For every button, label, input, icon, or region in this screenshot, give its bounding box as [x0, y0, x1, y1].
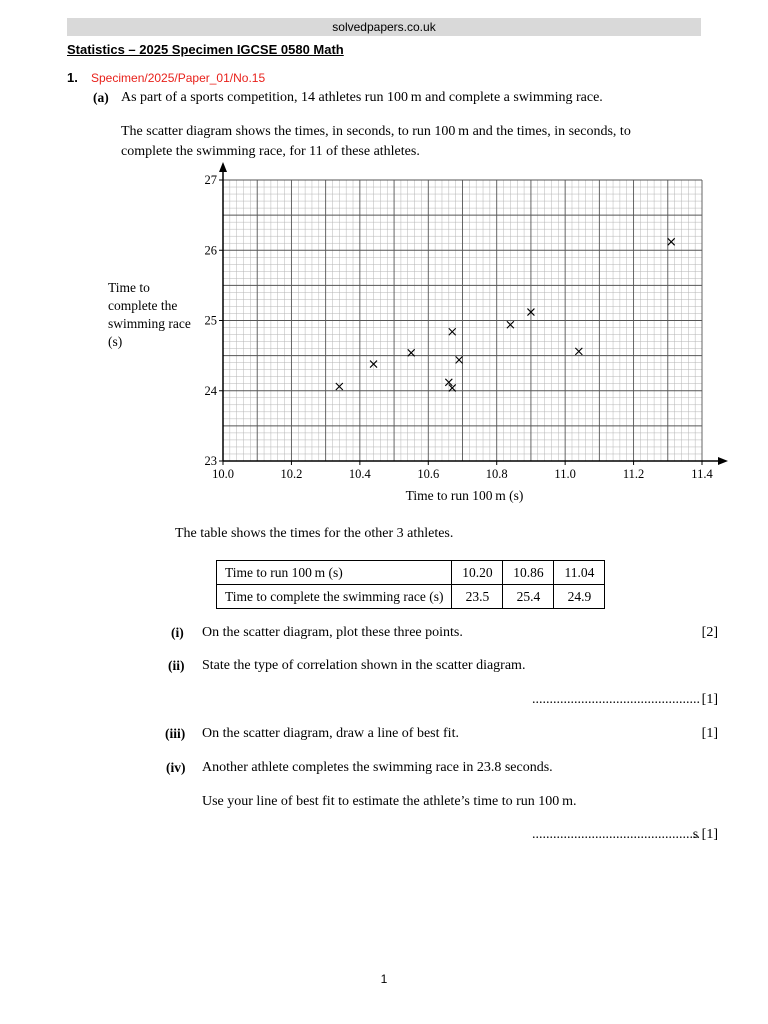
part-i-marks: [2]	[701, 625, 718, 640]
page-number: 1	[380, 972, 388, 986]
y-axis-label-line: complete the	[108, 298, 178, 313]
part-ii-marks: [1]	[701, 692, 718, 707]
part-iv-answer-line[interactable]: ................................................	[532, 827, 700, 842]
axis-ticks	[205, 173, 714, 481]
y-axis-label-line: Time to	[108, 280, 150, 295]
part-a-label: (a)	[93, 90, 109, 105]
scatter-diagram	[100, 160, 740, 510]
y-axis-label-line: (s)	[108, 334, 123, 349]
part-iv-marks: s [1]	[692, 827, 718, 842]
part-i-label: (i)	[171, 625, 184, 640]
x-tick-label: 11.4	[691, 467, 713, 481]
table-cell: 25.4	[503, 585, 554, 609]
part-iii-text: On the scatter diagram, draw a line of best fit.	[202, 726, 459, 741]
y-tick-label: 26	[204, 243, 217, 258]
x-axis-arrow	[718, 457, 728, 465]
part-iv-text: Another athlete completes the swimming race in 23.8 seconds.	[202, 760, 553, 775]
table-row	[217, 585, 605, 609]
part-iii-label: (iii)	[165, 726, 186, 741]
athlete-times-table	[216, 560, 605, 609]
part-ii-text: State the type of correlation shown in the scatter diagram.	[202, 658, 526, 673]
part-iv-label: (iv)	[166, 760, 186, 775]
x-tick-label: 10.0	[212, 467, 234, 481]
data-points	[336, 238, 675, 391]
table-cell: 11.04	[554, 561, 605, 585]
y-axis-arrow	[219, 162, 227, 172]
y-tick-label: 23	[204, 454, 217, 468]
table-row	[217, 561, 605, 585]
chart-description-line-1: The scatter diagram shows the times, in seconds, to run 100 m and the times, in seconds, to	[121, 124, 631, 139]
part-iii-marks: [1]	[701, 726, 718, 741]
y-axis-label-line: swimming race	[108, 316, 191, 331]
x-tick-label: 10.6	[417, 467, 440, 481]
row-label: Time to complete the swimming race (s)	[217, 585, 452, 609]
part-ii-label: (ii)	[168, 658, 185, 673]
y-tick-label: 25	[204, 313, 217, 328]
x-tick-label: 10.8	[485, 467, 508, 481]
document-title: Statistics – 2025 Specimen IGCSE 0580 Math	[67, 42, 344, 57]
part-ii-answer-line[interactable]: ................................................	[532, 692, 700, 707]
x-axis-label: Time to run 100 m (s)	[405, 488, 524, 503]
part-iv-text-2: Use your line of best fit to estimate the athlete’s time to run 100 m.	[202, 794, 577, 809]
part-a-intro: As part of a sports competition, 14 athletes run 100 m and complete a swimming race.	[121, 90, 603, 105]
question-number: 1.	[67, 70, 78, 85]
chart-description-line-2: complete the swimming race, for 11 of these athletes.	[121, 144, 420, 159]
x-tick-label: 11.0	[554, 467, 576, 481]
table-cell: 24.9	[554, 585, 605, 609]
data-point	[668, 238, 675, 245]
data-point	[456, 356, 463, 363]
data-point	[449, 328, 456, 335]
y-axis-label	[108, 280, 191, 349]
table-cell: 23.5	[452, 585, 503, 609]
y-tick-label: 27	[204, 173, 217, 187]
x-tick-label: 10.2	[280, 467, 303, 481]
table-cell: 10.86	[503, 561, 554, 585]
site-banner: solvedpapers.co.uk	[67, 18, 701, 36]
question-reference: Specimen/2025/Paper_01/No.15	[91, 71, 266, 85]
row-label: Time to run 100 m (s)	[217, 561, 452, 585]
part-i-text: On the scatter diagram, plot these three points.	[202, 625, 463, 640]
x-tick-label: 11.2	[622, 467, 645, 481]
y-tick-label: 24	[204, 383, 217, 398]
table-cell: 10.20	[452, 561, 503, 585]
x-tick-label: 10.4	[348, 467, 371, 481]
table-intro: The table shows the times for the other 3 athletes.	[175, 526, 454, 541]
